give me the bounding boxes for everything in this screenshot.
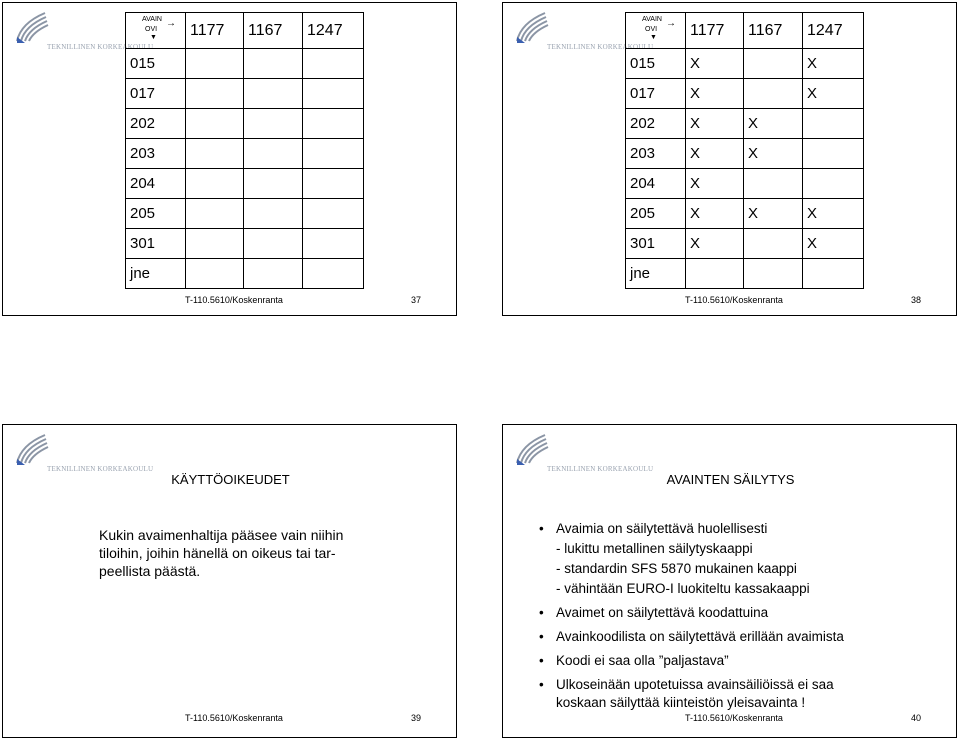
table-header-row bbox=[626, 13, 864, 49]
page-number: 38 bbox=[911, 295, 922, 305]
bullet-text: Koodi ei saa olla ”paljastava” bbox=[556, 653, 729, 668]
key-code-cell: 301 bbox=[626, 229, 686, 259]
page-number: 39 bbox=[411, 713, 422, 723]
table-row bbox=[626, 79, 864, 109]
header-avain: AVAIN bbox=[642, 16, 662, 23]
table-row bbox=[126, 229, 364, 259]
page-number: 37 bbox=[411, 295, 422, 305]
table-row bbox=[626, 229, 864, 259]
list-item bbox=[539, 675, 844, 695]
slide-37 bbox=[2, 2, 457, 316]
access-cell bbox=[744, 49, 803, 79]
access-cell bbox=[303, 229, 364, 259]
access-cell bbox=[744, 79, 803, 109]
sub-item: - lukittu metallinen säilytyskaappi bbox=[556, 541, 753, 556]
access-cell bbox=[244, 49, 303, 79]
key-access-table bbox=[625, 12, 864, 289]
university-logo-icon bbox=[515, 433, 549, 465]
page-number: 40 bbox=[911, 713, 922, 723]
table-row bbox=[626, 49, 864, 79]
door-column-header: 1177 bbox=[186, 13, 244, 49]
access-cell bbox=[803, 109, 864, 139]
arrow-down-icon: ▼ bbox=[650, 34, 657, 41]
door-column-header: 1177 bbox=[686, 13, 744, 49]
bullet-icon: • bbox=[539, 653, 544, 668]
table-row bbox=[126, 259, 364, 289]
table-row bbox=[626, 259, 864, 289]
table-row bbox=[626, 109, 864, 139]
slide-39 bbox=[2, 424, 457, 738]
key-code-cell: jne bbox=[626, 259, 686, 289]
key-code-cell: 205 bbox=[626, 199, 686, 229]
door-column-header: 1247 bbox=[303, 13, 364, 49]
table-row bbox=[126, 109, 364, 139]
key-code-cell: 202 bbox=[626, 109, 686, 139]
key-code-cell: 015 bbox=[626, 49, 686, 79]
bullet-icon: • bbox=[539, 605, 544, 620]
access-cell bbox=[186, 79, 244, 109]
access-cell: X bbox=[686, 169, 744, 199]
access-cell bbox=[244, 139, 303, 169]
access-cell bbox=[244, 199, 303, 229]
access-cell bbox=[686, 259, 744, 289]
access-cell: X bbox=[686, 139, 744, 169]
access-cell bbox=[244, 259, 303, 289]
access-cell bbox=[186, 259, 244, 289]
arrow-right-icon: → bbox=[666, 18, 676, 29]
bullet-text: Ulkoseinään upotetuissa avainsäiliöissä ei saa bbox=[556, 677, 834, 692]
key-code-cell: 203 bbox=[126, 139, 186, 169]
access-cell bbox=[744, 259, 803, 289]
access-cell bbox=[186, 199, 244, 229]
slide-40 bbox=[502, 424, 957, 738]
slide-footer: T-110.5610/Koskenranta bbox=[185, 295, 283, 305]
key-access-table bbox=[125, 12, 364, 289]
table-header-row bbox=[126, 13, 364, 49]
key-code-cell: 204 bbox=[626, 169, 686, 199]
access-cell bbox=[303, 199, 364, 229]
key-code-cell: 017 bbox=[626, 79, 686, 109]
logo-text: TEKNILLINEN KORKEAKOULU bbox=[547, 43, 654, 51]
arrow-down-icon: ▼ bbox=[150, 34, 157, 41]
access-cell bbox=[303, 169, 364, 199]
slide-footer: T-110.5610/Koskenranta bbox=[685, 295, 783, 305]
sub-item: - standardin SFS 5870 mukainen kaappi bbox=[556, 561, 797, 576]
university-logo-icon bbox=[515, 11, 549, 43]
access-cell: X bbox=[803, 79, 864, 109]
key-code-cell: jne bbox=[126, 259, 186, 289]
access-cell bbox=[186, 49, 244, 79]
list-item bbox=[539, 627, 844, 647]
header-ovi: OVI bbox=[145, 26, 158, 33]
corner-header-cell bbox=[626, 13, 686, 49]
access-cell: X bbox=[686, 49, 744, 79]
key-code-cell: 205 bbox=[126, 199, 186, 229]
table-row bbox=[126, 169, 364, 199]
access-cell: X bbox=[686, 109, 744, 139]
access-cell: X bbox=[803, 49, 864, 79]
access-cell: X bbox=[686, 229, 744, 259]
access-cell bbox=[303, 259, 364, 289]
body-line: tiloihin, joihin hänellä on oikeus tai tar- bbox=[99, 545, 336, 561]
access-cell bbox=[303, 49, 364, 79]
access-cell bbox=[244, 79, 303, 109]
table-row bbox=[626, 139, 864, 169]
university-logo-icon bbox=[15, 11, 49, 43]
key-code-cell: 301 bbox=[126, 229, 186, 259]
key-code-cell: 017 bbox=[126, 79, 186, 109]
slide-title: KÄYTTÖOIKEUDET bbox=[171, 472, 290, 487]
access-cell: X bbox=[803, 199, 864, 229]
access-cell: X bbox=[686, 79, 744, 109]
access-cell bbox=[244, 109, 303, 139]
sub-item: - vähintään EURO-I luokiteltu kassakaappi bbox=[556, 581, 810, 596]
table-row bbox=[626, 169, 864, 199]
sub-item: koskaan säilyttää kiinteistön yleisavainta ! bbox=[556, 695, 806, 710]
access-cell bbox=[803, 259, 864, 289]
body-line: peellista päästä. bbox=[99, 563, 201, 579]
bullet-icon: • bbox=[539, 677, 544, 692]
door-column-header: 1167 bbox=[244, 13, 303, 49]
access-cell: X bbox=[744, 139, 803, 169]
bullet-icon: • bbox=[539, 521, 544, 536]
door-column-header: 1167 bbox=[744, 13, 803, 49]
arrow-right-icon: → bbox=[166, 18, 176, 29]
door-column-header: 1247 bbox=[803, 13, 864, 49]
access-cell bbox=[244, 229, 303, 259]
access-cell bbox=[186, 169, 244, 199]
access-cell: X bbox=[744, 199, 803, 229]
logo-text: TEKNILLINEN KORKEAKOULU bbox=[547, 465, 654, 473]
header-avain: AVAIN bbox=[142, 16, 162, 23]
table-row bbox=[126, 49, 364, 79]
access-cell bbox=[186, 229, 244, 259]
slide-footer: T-110.5610/Koskenranta bbox=[685, 713, 783, 723]
key-code-cell: 202 bbox=[126, 109, 186, 139]
list-item bbox=[539, 651, 844, 671]
list-item bbox=[539, 603, 844, 623]
access-cell bbox=[244, 169, 303, 199]
access-cell bbox=[303, 139, 364, 169]
access-cell bbox=[303, 109, 364, 139]
bullet-icon: • bbox=[539, 629, 544, 644]
access-cell: X bbox=[803, 229, 864, 259]
access-cell: X bbox=[744, 109, 803, 139]
table-row bbox=[126, 139, 364, 169]
bullet-list bbox=[539, 519, 844, 711]
access-cell bbox=[186, 109, 244, 139]
access-cell: X bbox=[686, 199, 744, 229]
table-row bbox=[126, 199, 364, 229]
corner-header-cell bbox=[126, 13, 186, 49]
access-cell bbox=[186, 139, 244, 169]
bullet-text: Avainkoodilista on säilytettävä erillään avaimista bbox=[556, 629, 844, 644]
bullet-text: Avaimia on säilytettävä huolellisesti bbox=[556, 521, 768, 536]
list-item bbox=[539, 519, 844, 539]
slide-body bbox=[99, 526, 343, 580]
access-cell bbox=[303, 79, 364, 109]
access-cell bbox=[744, 169, 803, 199]
access-cell bbox=[803, 169, 864, 199]
access-cell bbox=[744, 229, 803, 259]
key-code-cell: 204 bbox=[126, 169, 186, 199]
key-code-cell: 015 bbox=[126, 49, 186, 79]
bullet-text: Avaimet on säilytettävä koodattuina bbox=[556, 605, 769, 620]
table-row bbox=[626, 199, 864, 229]
university-logo-icon bbox=[15, 433, 49, 465]
body-line: Kukin avaimenhaltija pääsee vain niihin bbox=[99, 527, 344, 543]
table-row bbox=[126, 79, 364, 109]
slide-title: AVAINTEN SÄILYTYS bbox=[666, 472, 795, 487]
logo-text: TEKNILLINEN KORKEAKOULU bbox=[47, 43, 154, 51]
slide-38 bbox=[502, 2, 957, 316]
header-ovi: OVI bbox=[645, 26, 658, 33]
logo-text: TEKNILLINEN KORKEAKOULU bbox=[47, 465, 154, 473]
access-cell bbox=[803, 139, 864, 169]
key-code-cell: 203 bbox=[626, 139, 686, 169]
slide-footer: T-110.5610/Koskenranta bbox=[185, 713, 283, 723]
